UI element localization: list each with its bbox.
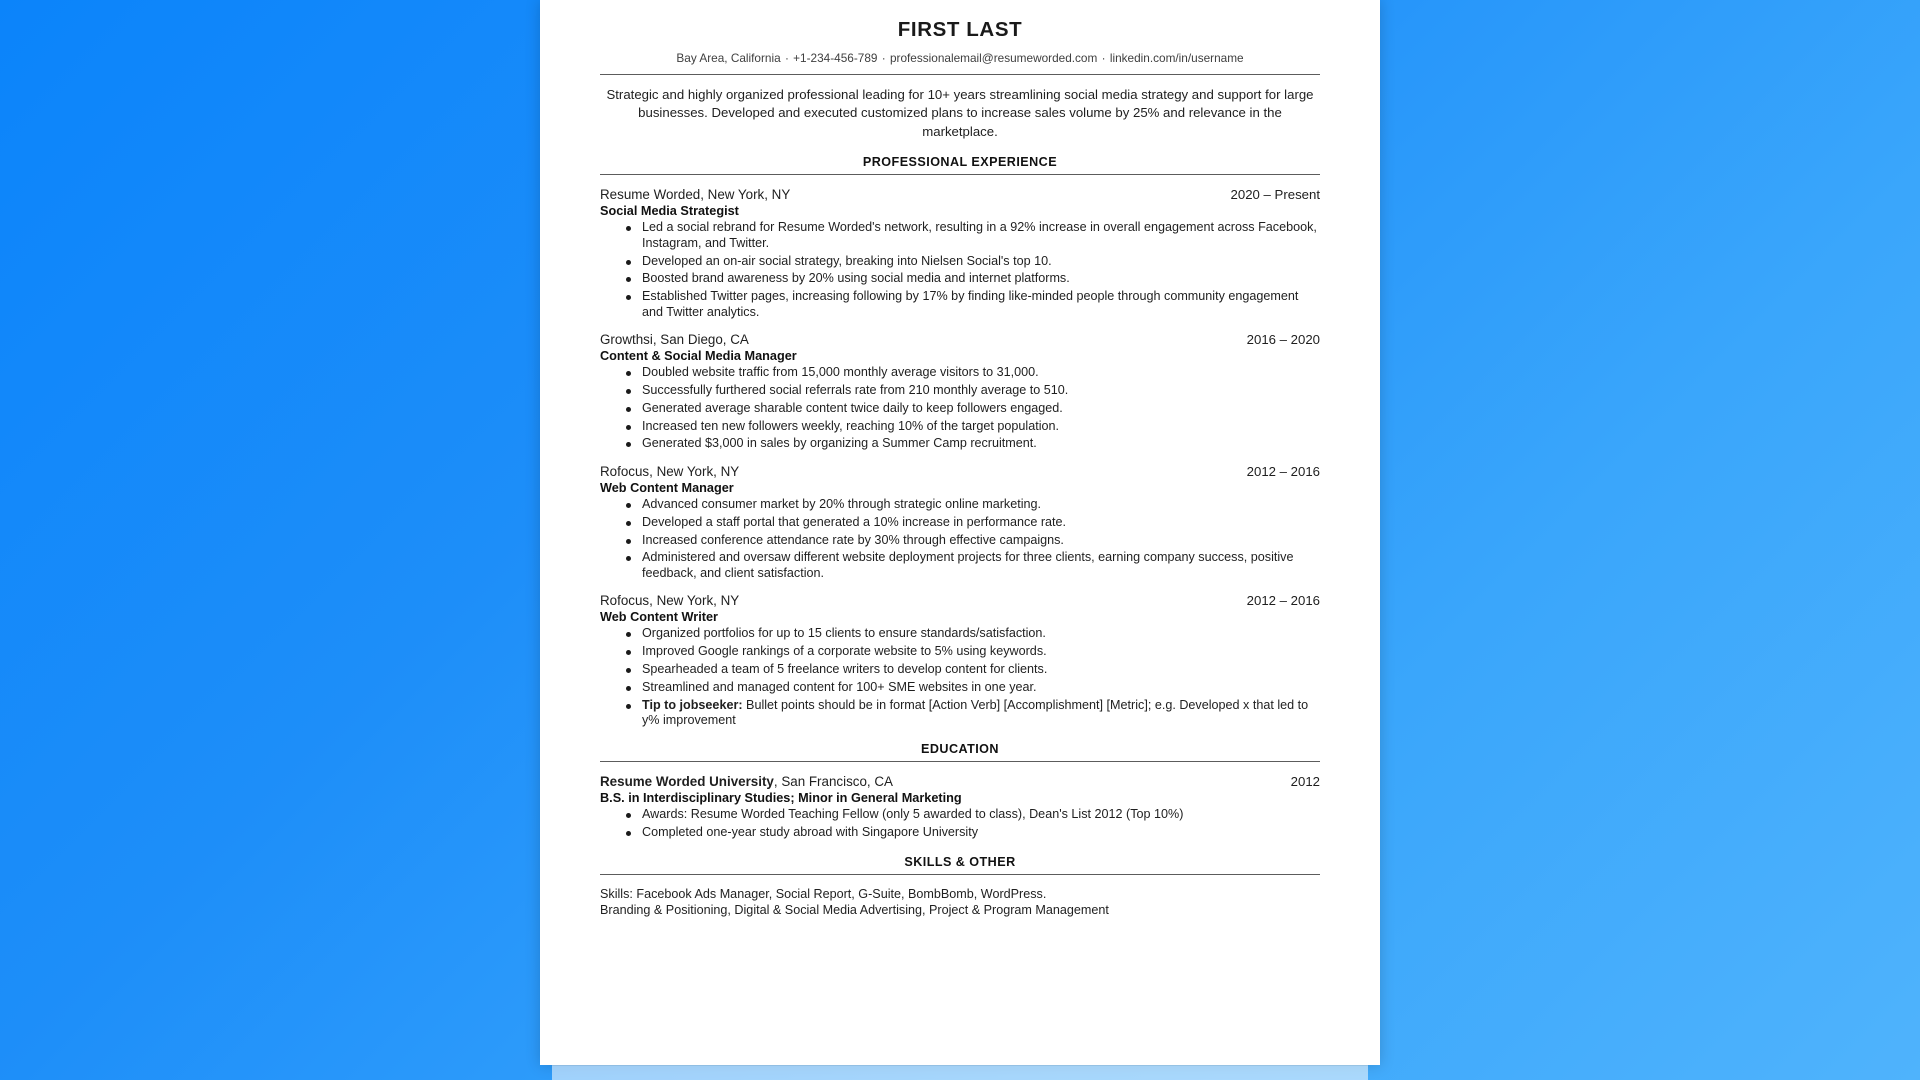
list-item: Increased ten new followers weekly, reaching 10% of the target population.	[626, 419, 1320, 434]
skills-line: Branding & Positioning, Digital & Social Media Advertising, Project & Program Management	[600, 903, 1109, 918]
entry-organization	[600, 774, 893, 789]
entry-organization: Rofocus, New York, NY	[600, 463, 740, 479]
experience-entry	[600, 332, 1320, 452]
entry-organization: Rofocus, New York, NY	[600, 593, 740, 609]
skills-line: Skills: Facebook Ads Manager, Social Report, G-Suite, BombBomb, WordPress.	[600, 886, 1047, 901]
section-heading-skills: SKILLS & OTHER	[904, 854, 1016, 869]
section-heading-education: EDUCATION	[921, 742, 999, 757]
professional-summary: Strategic and highly organized professional leading for 10+ years streamlining social media strategy and support for large businesses. Developed and executed customized plans to increase sales volume by 25% and relevance in the marketplace.	[606, 86, 1314, 139]
entry-job-title: Web Content Manager	[600, 480, 734, 495]
section-divider-skills	[600, 874, 1320, 875]
list-item: Improved Google rankings of a corporate website to 5% using keywords.	[626, 644, 1320, 659]
entry-dates: 2012 – 2016	[1246, 463, 1320, 479]
entry-header	[600, 187, 1320, 202]
entry-dates: 2012 – 2016	[1246, 593, 1320, 609]
list-item: Advanced consumer market by 20% through strategic online marketing.	[626, 497, 1320, 512]
entry-bullet-list	[600, 626, 1320, 728]
experience-entry	[600, 464, 1320, 581]
resume-document	[540, 0, 1380, 1065]
entry-bullet-list	[600, 497, 1320, 581]
header-divider	[600, 74, 1320, 75]
list-item: Led a social rebrand for Resume Worded's network, resulting in a 92% increase in overall engagement across Facebook, Instagram, and Twitter.	[626, 220, 1320, 251]
section-heading-experience: PROFESSIONAL EXPERIENCE	[862, 155, 1058, 170]
list-item: Generated average sharable content twice daily to keep followers engaged.	[626, 401, 1320, 416]
list-item: Organized portfolios for up to 15 clients to ensure standards/satisfaction.	[626, 626, 1320, 641]
tip-label: Tip to jobseeker:	[642, 697, 743, 712]
contact-separator-3: ·	[1101, 50, 1106, 65]
next-page-edge	[552, 1065, 1368, 1080]
list-item-tip	[626, 698, 1320, 729]
education-entry	[600, 774, 1320, 840]
entry-dates: 2012	[1290, 774, 1320, 790]
entry-dates: 2020 – Present	[1230, 187, 1320, 203]
entry-header	[600, 332, 1320, 347]
list-item: Established Twitter pages, increasing following by 17% by finding like-minded people through community engagement and Twitter analytics.	[626, 289, 1320, 320]
list-item: Boosted brand awareness by 20% using social media and internet platforms.	[626, 271, 1320, 286]
entry-bullet-list	[600, 807, 1320, 840]
list-item: Generated $3,000 in sales by organizing a Summer Camp recruitment.	[626, 436, 1320, 451]
contact-linkedin[interactable]: linkedin.com/in/username	[1109, 50, 1244, 65]
list-item: Developed an on-air social strategy, breaking into Nielsen Social's top 10.	[626, 254, 1320, 269]
list-item: Completed one-year study abroad with Singapore University	[626, 825, 1320, 840]
contact-location: Bay Area, California	[676, 50, 781, 65]
entry-header	[600, 774, 1320, 789]
experience-entry	[600, 187, 1320, 320]
contact-separator-2: ·	[881, 50, 886, 65]
list-item: Developed a staff portal that generated a 10% increase in performance rate.	[626, 515, 1320, 530]
resume-page-wrapper	[540, 0, 1380, 1080]
list-item: Spearheaded a team of 5 freelance writers to develop content for clients.	[626, 662, 1320, 677]
skills-content	[600, 886, 1320, 919]
contact-separator-1: ·	[784, 50, 789, 65]
education-school-name: Resume Worded University	[600, 774, 774, 790]
contact-phone: +1-234-456-789	[793, 50, 878, 65]
list-item: Awards: Resume Worded Teaching Fellow (only 5 awarded to class), Dean's List 2012 (Top 10%)	[626, 807, 1320, 822]
contact-line	[600, 51, 1320, 66]
page-title: FIRST LAST	[897, 18, 1023, 41]
entry-job-title: Content & Social Media Manager	[600, 349, 797, 364]
entry-organization: Growthsi, San Diego, CA	[600, 332, 749, 348]
entry-job-title: Web Content Writer	[600, 610, 718, 625]
section-divider-education	[600, 761, 1320, 762]
list-item: Doubled website traffic from 15,000 monthly average visitors to 31,000.	[626, 365, 1320, 380]
entry-organization: Resume Worded, New York, NY	[600, 187, 791, 203]
list-item: Increased conference attendance rate by 30% through effective campaigns.	[626, 533, 1320, 548]
list-item: Streamlined and managed content for 100+ SME websites in one year.	[626, 680, 1320, 695]
education-school-location: , San Francisco, CA	[773, 774, 893, 790]
entry-dates: 2016 – 2020	[1246, 332, 1320, 348]
contact-email[interactable]: professionalemail@resumeworded.com	[889, 50, 1098, 65]
list-item: Successfully furthered social referrals rate from 210 monthly average to 510.	[626, 383, 1320, 398]
entry-header	[600, 593, 1320, 608]
entry-bullet-list	[600, 365, 1320, 452]
entry-job-title: Social Media Strategist	[600, 204, 739, 219]
entry-header	[600, 464, 1320, 479]
tip-text: Bullet points should be in format [Action Verb] [Accomplishment] [Metric]; e.g. Developed x that led to y% improvement	[642, 697, 1309, 727]
list-item: Administered and oversaw different website deployment projects for three clients, earning company success, positive feedback, and client satisfaction.	[626, 550, 1320, 581]
section-divider-experience	[600, 174, 1320, 175]
entry-bullet-list	[600, 220, 1320, 320]
experience-entry	[600, 593, 1320, 728]
entry-degree: B.S. in Interdisciplinary Studies; Minor in General Marketing	[600, 791, 962, 806]
